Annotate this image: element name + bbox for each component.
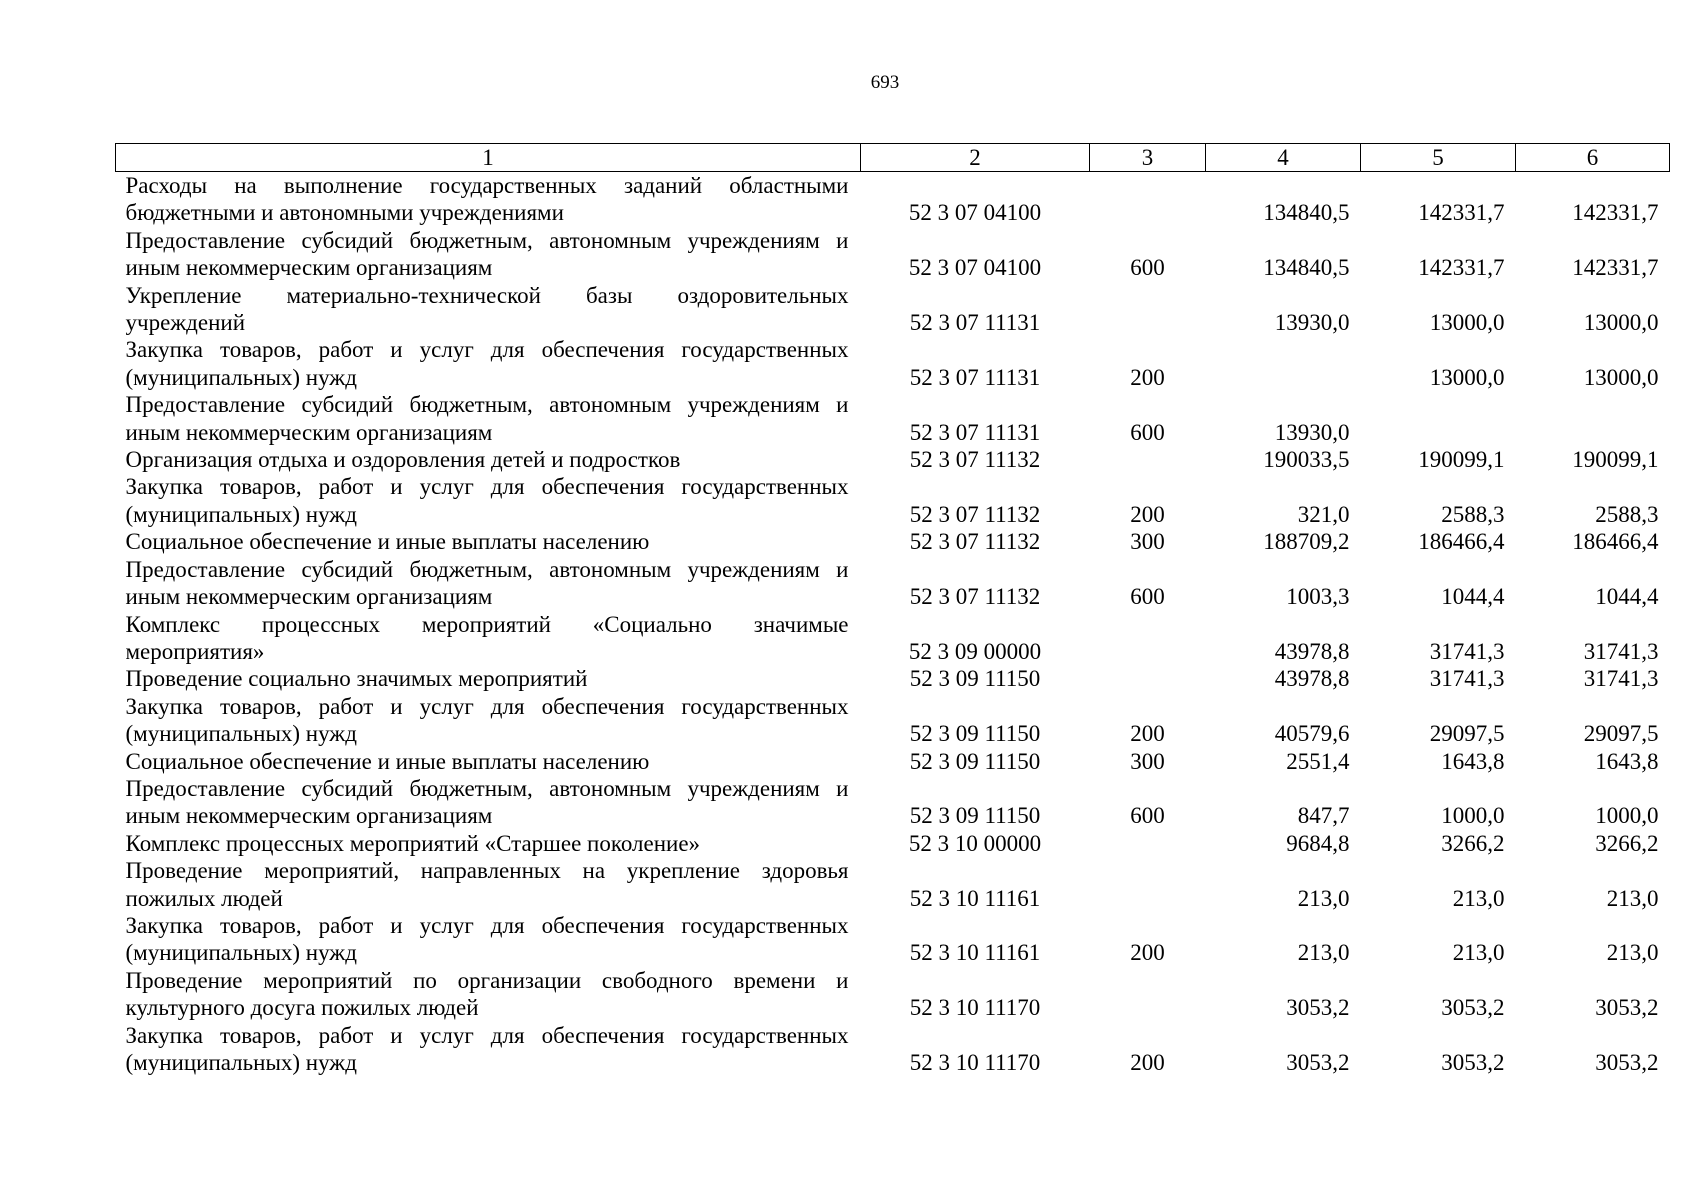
table-row bbox=[116, 857, 1670, 912]
row-value-col6: 13000,0 bbox=[1583, 310, 1659, 336]
row-expense-type bbox=[1090, 857, 1206, 912]
row-value-col6: 213,0 bbox=[1606, 940, 1659, 966]
row-value-col5: 213,0 bbox=[1452, 885, 1505, 911]
row-value-col6: 31741,3 bbox=[1583, 666, 1659, 692]
row-expense-type bbox=[1090, 282, 1206, 337]
row-value-col6: 142331,7 bbox=[1572, 255, 1659, 281]
row-value-col5: 1000,0 bbox=[1441, 803, 1505, 829]
table-row bbox=[116, 912, 1670, 967]
row-name: Предоставление субсидий бюджетным, автономным учреждениям и иным некоммерческим организациям bbox=[125, 392, 849, 445]
row-value-col6: 29097,5 bbox=[1583, 721, 1659, 747]
row-value-col4: 3053,2 bbox=[1286, 1050, 1350, 1075]
table-row bbox=[116, 556, 1670, 611]
table-row bbox=[116, 446, 1670, 473]
row-name: Закупка товаров, работ и услуг для обеспечения государственных (муниципальных) нужд bbox=[125, 693, 849, 747]
row-expense-type: 600 bbox=[1130, 419, 1165, 445]
row-expense-type bbox=[1090, 830, 1206, 857]
row-value-col4: 213,0 bbox=[1297, 885, 1350, 911]
row-value-col6: 2588,3 bbox=[1595, 501, 1659, 527]
row-value-col5: 29097,5 bbox=[1429, 721, 1505, 747]
row-value-col4: 43978,8 bbox=[1274, 638, 1350, 664]
row-code: 52 3 09 11150 bbox=[909, 666, 1041, 692]
row-expense-type: 200 bbox=[1130, 1050, 1165, 1075]
row-code: 52 3 09 00000 bbox=[908, 638, 1042, 664]
row-name: Закупка товаров, работ и услуг для обеспечения государственных (муниципальных) нужд bbox=[125, 912, 849, 966]
row-name: Предоставление субсидий бюджетным, автономным учреждениям и иным некоммерческим организациям bbox=[125, 556, 849, 610]
row-value-col5: 142331,7 bbox=[1418, 200, 1505, 226]
row-value-col4: 2551,4 bbox=[1286, 748, 1350, 774]
row-code: 52 3 07 11132 bbox=[909, 529, 1041, 555]
row-name: Закупка товаров, работ и услуг для обеспечения государственных (муниципальных) нужд bbox=[125, 337, 849, 390]
table-row bbox=[116, 748, 1670, 775]
row-name: Организация отдыха и оздоровления детей и подростков bbox=[125, 447, 681, 473]
row-code: 52 3 07 04100 bbox=[908, 255, 1042, 281]
row-expense-type: 200 bbox=[1130, 364, 1165, 390]
header-col-3: 3 bbox=[1090, 144, 1206, 172]
row-value-col5: 31741,3 bbox=[1429, 666, 1505, 692]
header-col-1: 1 bbox=[116, 144, 861, 172]
table-row bbox=[116, 528, 1670, 555]
table-row bbox=[116, 830, 1670, 857]
row-value-col5: 1044,4 bbox=[1441, 584, 1505, 610]
row-value-col6: 1643,8 bbox=[1595, 748, 1659, 774]
row-value-col4: 3053,2 bbox=[1286, 995, 1350, 1021]
row-expense-type bbox=[1090, 172, 1206, 227]
row-value-col4: 213,0 bbox=[1297, 940, 1350, 966]
table-row bbox=[116, 775, 1670, 830]
table-header bbox=[116, 144, 1670, 172]
table-row bbox=[116, 473, 1670, 528]
row-name: Предоставление субсидий бюджетным, автономным учреждениям и иным некоммерческим организациям bbox=[125, 775, 849, 829]
row-value-col4: 9684,8 bbox=[1286, 830, 1350, 856]
row-code: 52 3 10 11161 bbox=[909, 885, 1041, 911]
row-value-col6: 213,0 bbox=[1606, 885, 1659, 911]
row-code: 52 3 10 11170 bbox=[909, 995, 1041, 1021]
row-value-col4: 188709,2 bbox=[1263, 529, 1350, 555]
row-expense-type bbox=[1090, 446, 1206, 473]
row-expense-type: 300 bbox=[1130, 748, 1165, 774]
row-value-col5: 3053,2 bbox=[1441, 995, 1505, 1021]
row-value-col5: 142331,7 bbox=[1418, 255, 1505, 281]
table-row bbox=[116, 172, 1670, 227]
row-value-col4: 43978,8 bbox=[1274, 666, 1350, 692]
table-row bbox=[116, 227, 1670, 282]
header-col-2: 2 bbox=[861, 144, 1090, 172]
row-value-col5: 2588,3 bbox=[1441, 501, 1505, 527]
table-row bbox=[116, 336, 1670, 391]
table-row bbox=[116, 391, 1670, 446]
row-code: 52 3 10 00000 bbox=[908, 830, 1042, 856]
row-value-col5: 13000,0 bbox=[1429, 364, 1505, 390]
row-name: Закупка товаров, работ и услуг для обеспечения государственных (муниципальных) нужд bbox=[125, 1022, 849, 1075]
table-row bbox=[116, 1022, 1670, 1077]
row-code: 52 3 09 11150 bbox=[909, 721, 1041, 747]
row-value-col4: 1003,3 bbox=[1286, 584, 1350, 610]
row-value-col6: 190099,1 bbox=[1572, 447, 1659, 473]
row-value-col5 bbox=[1361, 391, 1516, 446]
row-expense-type: 200 bbox=[1130, 721, 1165, 747]
row-value-col4: 847,7 bbox=[1297, 803, 1350, 829]
row-code: 52 3 07 11131 bbox=[909, 364, 1041, 390]
row-value-col5: 3053,2 bbox=[1441, 1050, 1505, 1075]
row-value-col4: 40579,6 bbox=[1274, 721, 1350, 747]
page-number: 693 bbox=[870, 72, 900, 93]
row-value-col6: 31741,3 bbox=[1583, 638, 1659, 664]
row-name: Проведение социально значимых мероприятий bbox=[125, 666, 588, 692]
row-expense-type: 200 bbox=[1130, 940, 1165, 966]
row-code: 52 3 09 11150 bbox=[909, 803, 1041, 829]
header-col-5: 5 bbox=[1361, 144, 1516, 172]
row-value-col6: 3053,2 bbox=[1595, 1050, 1659, 1075]
row-value-col4: 13930,0 bbox=[1274, 310, 1350, 336]
row-code: 52 3 07 11132 bbox=[909, 447, 1041, 473]
row-code: 52 3 07 11132 bbox=[909, 501, 1041, 527]
row-code: 52 3 07 04100 bbox=[908, 200, 1042, 226]
row-value-col5: 186466,4 bbox=[1418, 529, 1505, 555]
row-value-col4: 134840,5 bbox=[1263, 200, 1350, 226]
row-code: 52 3 07 11132 bbox=[909, 584, 1041, 610]
row-value-col5: 3266,2 bbox=[1441, 830, 1505, 856]
row-name: Укрепление материально-технической базы оздоровительных учреждений bbox=[125, 282, 849, 336]
row-value-col5: 213,0 bbox=[1452, 940, 1505, 966]
row-code: 52 3 07 11131 bbox=[909, 310, 1041, 336]
row-code: 52 3 10 11161 bbox=[909, 940, 1041, 966]
table-row bbox=[116, 282, 1670, 337]
row-value-col4: 321,0 bbox=[1297, 501, 1350, 527]
row-name: Комплекс процессных мероприятий «Социально значимые мероприятия» bbox=[125, 611, 849, 664]
table-body bbox=[116, 172, 1670, 1077]
row-value-col6 bbox=[1516, 391, 1670, 446]
row-value-col4: 13930,0 bbox=[1274, 419, 1350, 445]
row-expense-type: 200 bbox=[1130, 501, 1165, 527]
budget-table bbox=[115, 143, 1670, 1076]
row-value-col6: 1044,4 bbox=[1595, 584, 1659, 610]
row-name: Расходы на выполнение государственных заданий областными бюджетными и автономными учреждениями bbox=[125, 173, 849, 226]
row-expense-type: 300 bbox=[1130, 529, 1165, 555]
table-row bbox=[116, 967, 1670, 1022]
row-value-col6: 13000,0 bbox=[1583, 364, 1659, 390]
row-value-col5: 31741,3 bbox=[1429, 638, 1505, 664]
row-value-col4: 134840,5 bbox=[1263, 255, 1350, 281]
row-name: Проведение мероприятий, направленных на укрепление здоровья пожилых людей bbox=[125, 858, 849, 911]
row-value-col6: 186466,4 bbox=[1572, 529, 1659, 555]
row-value-col4: 190033,5 bbox=[1263, 447, 1350, 473]
row-name: Социальное обеспечение и иные выплаты населению bbox=[125, 748, 650, 774]
row-expense-type bbox=[1090, 611, 1206, 666]
row-code: 52 3 09 11150 bbox=[909, 748, 1041, 774]
row-value-col4 bbox=[1206, 336, 1361, 391]
row-expense-type bbox=[1090, 967, 1206, 1022]
row-value-col6: 1000,0 bbox=[1595, 803, 1659, 829]
row-value-col6: 3266,2 bbox=[1595, 830, 1659, 856]
row-value-col6: 142331,7 bbox=[1572, 200, 1659, 226]
header-row bbox=[116, 144, 1670, 172]
row-expense-type bbox=[1090, 665, 1206, 692]
row-code: 52 3 07 11131 bbox=[909, 419, 1041, 445]
header-col-4: 4 bbox=[1206, 144, 1361, 172]
table-row bbox=[116, 665, 1670, 692]
row-name: Закупка товаров, работ и услуг для обеспечения государственных (муниципальных) нужд bbox=[125, 474, 849, 527]
row-name: Комплекс процессных мероприятий «Старшее поколение» bbox=[125, 830, 701, 856]
row-value-col5: 190099,1 bbox=[1418, 447, 1505, 473]
row-name: Социальное обеспечение и иные выплаты населению bbox=[125, 529, 650, 555]
row-expense-type: 600 bbox=[1130, 803, 1165, 829]
row-value-col5: 1643,8 bbox=[1441, 748, 1505, 774]
row-name: Предоставление субсидий бюджетным, автономным учреждениям и иным некоммерческим организациям bbox=[125, 227, 849, 281]
row-value-col5: 13000,0 bbox=[1429, 310, 1505, 336]
row-value-col6: 3053,2 bbox=[1595, 995, 1659, 1021]
row-expense-type: 600 bbox=[1130, 584, 1165, 610]
row-code: 52 3 10 11170 bbox=[909, 1050, 1041, 1075]
header-col-6: 6 bbox=[1516, 144, 1670, 172]
table-row bbox=[116, 611, 1670, 666]
table-row bbox=[116, 693, 1670, 748]
row-name: Проведение мероприятий по организации свободного времени и культурного досуга пожилых людей bbox=[125, 967, 849, 1021]
row-expense-type: 600 bbox=[1130, 255, 1165, 281]
